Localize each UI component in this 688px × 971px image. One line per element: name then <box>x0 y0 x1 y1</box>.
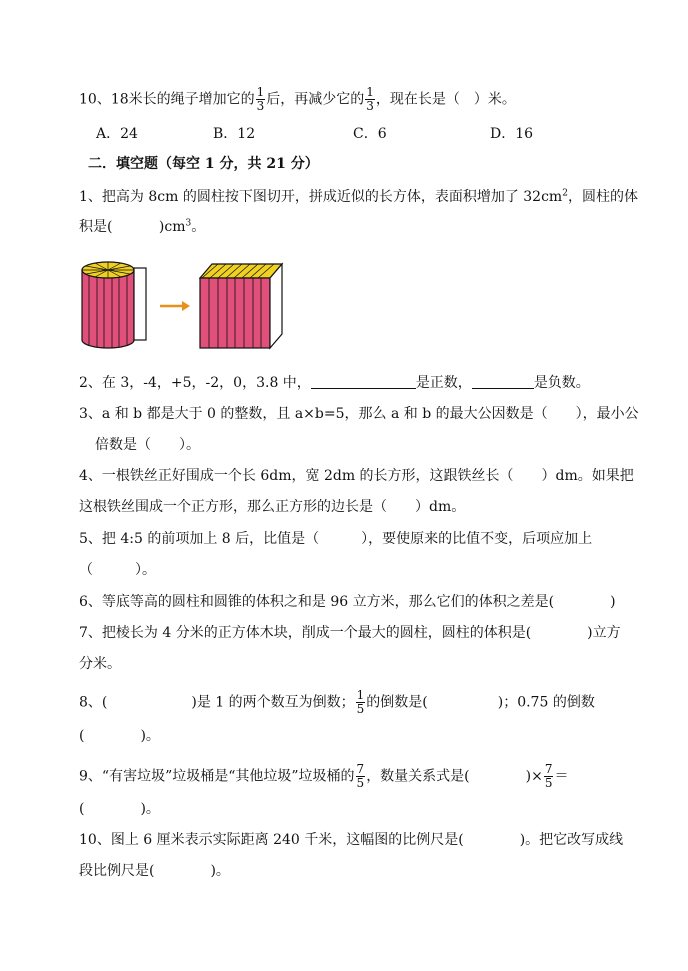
fraction-seven-fifths-2: $\frac{7}{5}$ <box>544 762 553 790</box>
fill-q7-line1: 7、把棱长为 4 分米的正方体木块，削成一个最大的圆柱，圆柱的体积是( )立方 <box>79 625 621 641</box>
fill-q7-line2: 分米。 <box>79 656 121 672</box>
option-a: A．24 <box>96 126 138 142</box>
fill-q1-line1: 1、把高为 8cm 的圆柱按下图切开，拼成近似的长方体，表面积增加了 $32cm^2$，圆柱的体 <box>79 188 638 205</box>
fraction-one-third: $\frac{1}{3}$ <box>256 85 265 113</box>
fill-q8-line1: 8、( )是 1 的两个数互为倒数； $\frac{1}{5}$ 的倒数是( )；0.75 的倒数 <box>79 688 595 716</box>
fraction-seven-fifths: $\frac{7}{5}$ <box>356 762 365 790</box>
mc-question-10: 10、18米长的绳子增加它的 $\frac{1}{3}$ 后，再减少它的 $\frac{1}{3}$ ，现在长是（ ）米。 <box>79 85 516 113</box>
cylinder-to-cuboid-figure <box>78 256 288 350</box>
fill-q2: 2、在 3，-4，+5，-2，0，3.8 中， 是正数， 是负数。 <box>79 375 590 391</box>
section-heading: 二．填空题（每空 1 分，共 21 分） <box>88 156 319 172</box>
fill-q4-line2: 这根铁丝围成一个正方形，那么正方形的边长是（ ）dm。 <box>79 499 466 515</box>
fill-q10-line1: 10、图上 6 厘米表示实际距离 240 千米，这幅图的比例尺是( )。把它改写成线 <box>79 832 624 848</box>
answer-blank-negative <box>472 374 534 389</box>
fill-q9-line1: 9、“有害垃圾”垃圾桶是“其他垃圾”垃圾桶的 $\frac{7}{5}$ ，数量关系式是( )× $\frac{7}{5}$ ＝ <box>79 762 569 790</box>
fill-q5-line2: （ ）。 <box>79 562 156 578</box>
cylinder-figure <box>82 262 146 348</box>
fill-q4-line1: 4、一根铁丝正好围成一个长 6dm，宽 2dm 的长方形，这跟铁丝长（ ）dm。如果把 <box>79 468 634 484</box>
cuboid-figure <box>200 264 282 348</box>
fill-q6: 6、等底等高的圆柱和圆锥的体积之和是 96 立方米，那么它们的体积之差是( ) <box>79 594 616 610</box>
option-c: C．6 <box>353 126 387 142</box>
fill-q5-line1: 5、把 4:5 的前项加上 8 后，比值是（ ），要使原来的比值不变，后项应加上 <box>79 531 593 547</box>
fill-q3-line2: 倍数是（ ）。 <box>95 437 200 453</box>
fill-q3-line1: 3、a 和 b 都是大于 0 的整数，且 a×b=5，那么 a 和 b 的最大公因数是（ ），最小公 <box>79 406 639 422</box>
fill-q9-line2: ( )。 <box>79 801 160 817</box>
answer-blank-positive <box>311 374 416 389</box>
fill-q1-line2: 积是( )$cm^3$。 <box>79 218 206 235</box>
fill-q10-line2: 段比例尺是( )。 <box>79 863 230 879</box>
arrow-right-icon <box>160 301 190 311</box>
option-d: D．16 <box>490 126 534 142</box>
fraction-one-fifth: $\frac{1}{5}$ <box>356 688 365 716</box>
fraction-one-third-2: $\frac{1}{3}$ <box>366 85 374 113</box>
fill-q8-line2: ( )。 <box>79 728 160 744</box>
option-b: B．12 <box>213 126 256 142</box>
